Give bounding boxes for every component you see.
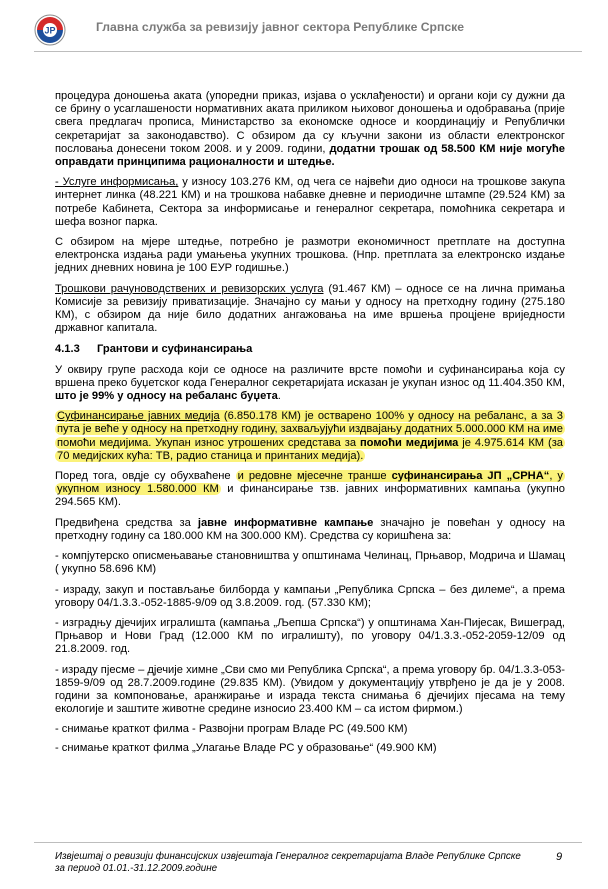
paragraph-audit-services: Трошкови рачуноводствених и ревизорских услуга (91.467 КМ) – односе се на лична примања Комисије за ревизију приватизације. Значајно су мањи у односу на претходну годину (275.180 КМ), с обзиром да није било додатних ангажовања на име вршења процјене вриједности државног капитала. (55, 282, 565, 335)
document-body (55, 90, 565, 760)
paragraph-procedure: процедура доношења аката (упоредни приказ, изјава о усклађености) и органи који су дужни да се брину о усаглашености нормативних аката приликом њиховог доношења и одобравања (прије свега предлагач прописа, Министарство за економске односе и координацију и Републички секретаријат за законодавство). С обзиром да су кључни закони из области електронског пословања донесени током 2008. и у 2009. години, додатни трошак од 58.500 КМ није могуће оправдати принципима рационалности и штедње. (55, 90, 565, 169)
list-item: - компјутерско описмењавање становништва у општинама Челинац, Прњавор, Модрича и Шамац ( укупно 58.696 КМ) (55, 550, 565, 576)
section-heading: 4.1.3 Грантови и суфинансирања (55, 343, 253, 356)
page-number: 9 (556, 851, 563, 863)
paragraph-srna: Поред тога, овдје су обухваћене и редовне мјесечне транше суфинансирања ЈП „СРНА“, у укупном износу 1.580.000 КМ и финансирање тзв. јавних информативних кампања (укупно 294.565 КМ). (55, 470, 565, 509)
svg-text:ЈР: ЈР (44, 25, 56, 36)
footer-divider (34, 842, 582, 843)
list-item: - изградњу дјечијих игралишта (кампања „Љепша Српска“) у општинама Хан-Пијесак, Вишеград, Прњавор и Нови Град (12.000 КМ по игралишту), по уговору 04/1.3.3.-052-2059-12/09 од 21.8.2009. год. (55, 616, 565, 656)
paragraph-campaigns: Предвиђена средства за јавне информативне кампање значајно је повећан у односу на претходну годину са 180.000 КМ на 300.000 КМ). Средства су коришћена за: (55, 516, 565, 542)
paragraph-grants: У оквиру групе расхода који се односе на различите врсте помоћи и суфинансирања која су вршена преко буџетског кода Генералног секретаријата исказан је укупан износ од 11.404.350 КМ, што је 99% у односу на ребаланс буџета. (55, 363, 565, 403)
paragraph-austerity: С обзиром на мјере штедње, потребно је размотри економичност претплате на доступна електронска издања ради умањења укупних трошкова. (Нпр. претплата за електронско издање једних дневних новина је 100 ЕУР годишње.) (55, 236, 565, 275)
paragraph-media-cofinancing: Суфинансирање јавних медија (6.850.178 КМ) је остварено 100% у односу на ребаланс, а за 3 пута је веће у односу на претходну годину, захваљујући издвајању додатних 5.000.000 КМ на име помоћи медијима. Укупан износ утрошених средстава за помоћи медијима је 4.975.614 КМ (за 70 медијских кућа: ТВ, радио станица и принтаних медија). (57, 410, 563, 462)
audit-office-logo (34, 14, 66, 46)
footer-text: Извјештај о ревизији финансијских извјештаја Генералног секретаријата Владе Републике Српске за период 01.01.-31.12.2009.године (55, 851, 521, 874)
header-divider (34, 51, 582, 52)
list-item: - снимање краткот филма „Улагање Владе РС у образовање“ (49.900 КМ) (55, 741, 437, 754)
paragraph-information-services: - Услуге информисања, у износу 103.276 КМ, од чега се највећи дио односи на трошкове закупа интернет линка (48.221 КМ) и на трошкова набавке дневне и периодичне штампе (29.524 КМ) за потребе Кабинета, Сектора за информисање и генералног секретара, помоћника секретара и шефа возног парка. (55, 176, 566, 228)
list-item: - снимање краткот филма - Развојни програм Владе РС (49.500 КМ) (55, 723, 408, 736)
list-item: - израду, закуп и постављање билборда у кампањи „Република Српска – без дилеме“, а према уговору 04/1.3.3.-052-1885-9/09 од 3.8.2009. год. (57.330 КМ); (55, 583, 565, 609)
header-title: Главна служба за ревизију јавног сектора Републике Српске (96, 20, 464, 34)
list-item: - израду пјесме – дјечије химне „Сви смо ми Република Српска“, а према уговору бр. 04/1.3.3-053-1859-9/09 од 28.7.2009.године (29.835 КМ). (Увидом у документацију утврђено је да је у 2008. години за компоновање, аранжирање и израда текста снимања 6 дјечијих пјесама на тему екологије и заштите животне средине износио 23.400 КМ – са истом фирмом.) (55, 663, 565, 716)
page-header (34, 14, 582, 50)
